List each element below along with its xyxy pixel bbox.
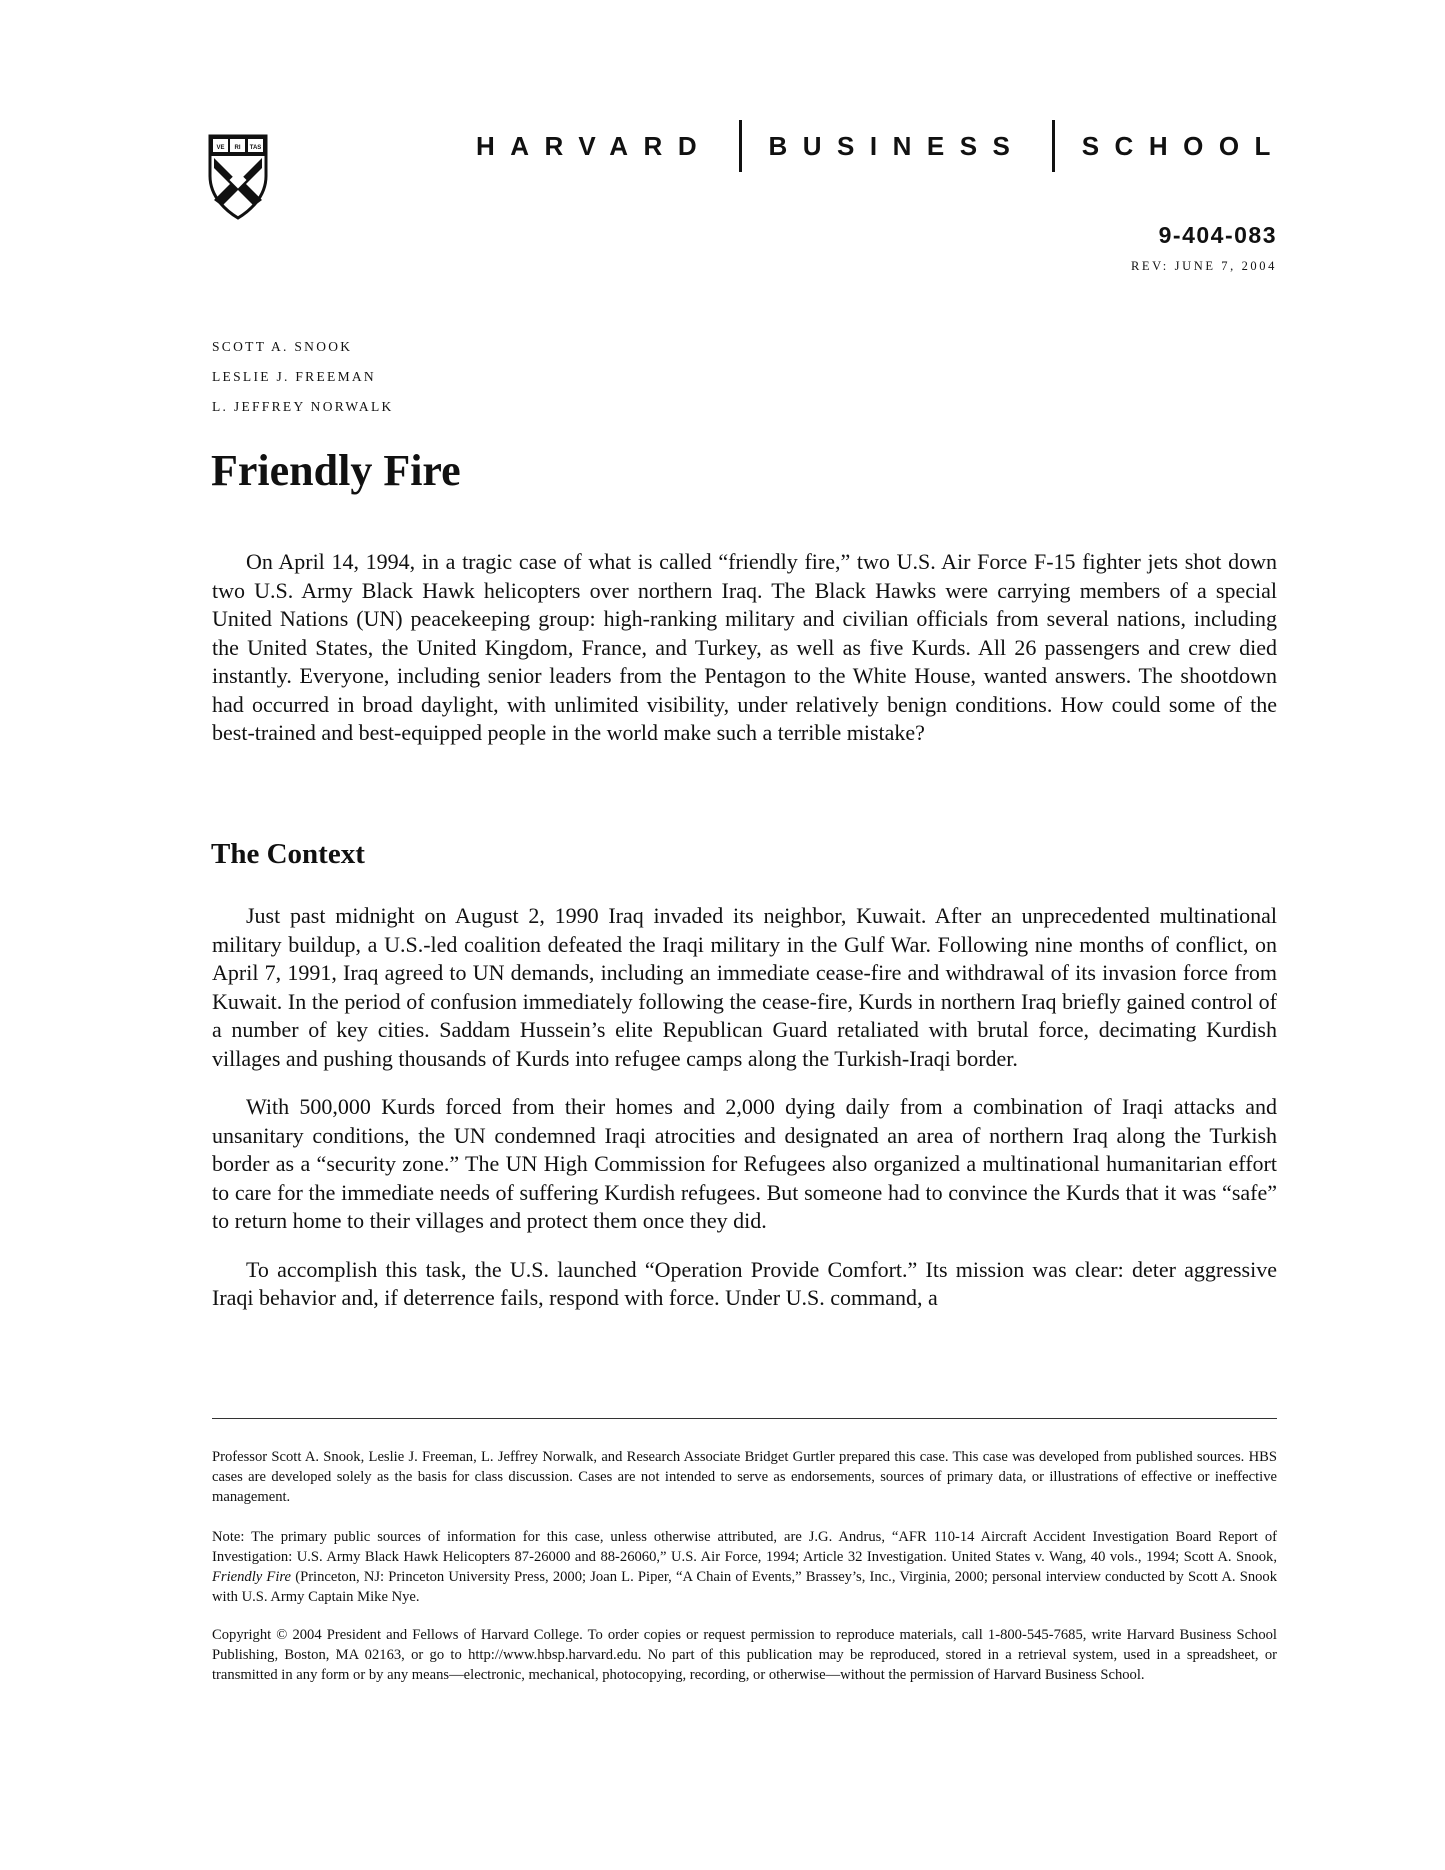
case-title: Friendly Fire (211, 446, 461, 495)
intro-section (212, 548, 1277, 768)
body-paragraph: With 500,000 Kurds forced from their homes and 2,000 dying daily from a combination of Iraqi attacks and unsanitary conditions, the UN condemned Iraqi atrocities and designated an area of northern Iraq along the Turkish border as a “security zone.” The UN High Commission for Refugees also organized a multinational humanitarian effort to care for the immediate needs of suffering Kurdish refugees. But someone had to convince the Kurds that it was “safe” to return home to their villages and protect them once they did. (212, 1094, 1277, 1233)
sources-note (212, 1527, 1277, 1607)
author-list (212, 337, 394, 427)
footnote-text: Copyright © 2004 President and Fellows of Harvard College. To order copies or request permission to reproduce materials, call 1-800-545-7685, write Harvard Business School Publishing, Boston, MA 02163, or go to http://www.hbsp.harvard.edu. No part of this publication may be reproduced, stored in a retrieval system, used in a spreadsheet, or transmitted in any form or by any means—electronic, mechanical, photocopying, recording, or otherwise—without the permission of Harvard Business School. (212, 1627, 1277, 1683)
body-paragraph: Just past midnight on August 2, 1990 Iraq invaded its neighbor, Kuwait. After an unprecedented multinational military buildup, a U.S.-led coalition defeated the Iraqi military in the Gulf War. Following nine months of conflict, on April 7, 1991, Iraq agreed to UN demands, including an immediate cease-fire and withdrawal of its invasion force from Kuwait. In the period of confusion immediately following the cease-fire, Kurds in northern Iraq briefly gained control of a number of key cities. Saddam Hussein’s elite Republican Guard retaliated with brutal force, decimating Kurdish villages and pushing thousands of Kurds into refugee camps along the Turkish-Iraqi border. (212, 903, 1277, 1071)
masthead-divider (1052, 120, 1055, 172)
book-title: Friendly Fire (212, 1569, 292, 1585)
preparation-note (212, 1447, 1277, 1507)
revision-date: REV: JUNE 7, 2004 (1130, 259, 1277, 273)
footnote-text (212, 1527, 1277, 1607)
body-paragraph: On April 14, 1994, in a tragic case of what is called “friendly fire,” two U.S. Air Force F-15 fighter jets shot down two U.S. Army Black Hawk helicopters over northern Iraq. The Black Hawks were carrying members of a special United Nations (UN) peacekeeping group: high-ranking military and civilian officials from several nations, including the United States, the United Kingdom, France, and Turkey, as well as five Kurds. All 26 passengers and crew died instantly. Everyone, including senior leaders from the Pentagon to the White House, wanted answers. The shootdown had occurred in broad daylight, with unlimited visibility, under relatively benign conditions. How could some of the best-trained and best-equipped people in the world make such a terrible mistake? (212, 549, 1277, 745)
masthead-word-school: SCHOOL (1081, 130, 1286, 161)
body-paragraph: To accomplish this task, the U.S. launched “Operation Provide Comfort.” Its mission was clear: deter aggressive Iraqi behavior and, if deterrence fails, respond with force. Under U.S. command, a (212, 1256, 1277, 1310)
author-name: L. JEFFREY NORWALK (212, 399, 394, 414)
masthead-divider (739, 120, 742, 172)
shield-book-ri: RI (234, 145, 241, 151)
section-heading: The Context (211, 838, 365, 870)
shield-book-tas: TAS (249, 145, 262, 151)
context-section (212, 902, 1277, 1333)
footnote-divider (212, 1418, 1277, 1419)
harvard-shield-logo (208, 134, 268, 220)
masthead (476, 118, 1286, 174)
copyright-note (212, 1625, 1277, 1685)
author-name: LESLIE J. FREEMAN (212, 369, 376, 384)
author-name: SCOTT A. SNOOK (212, 339, 353, 354)
sources-text-end: (Princeton, NJ: Princeton University Press, 2000; Joan L. Piper, “A Chain of Events,” Brassey’s, Inc., Virginia, 2000; personal interview conducted by Scott A. Snook with U.S. Army Captain Mike Nye. (212, 1569, 1278, 1605)
shield-book-ve: VE (216, 145, 225, 151)
case-number: 9-404-083 (1158, 222, 1277, 248)
masthead-word-harvard: HARVARD (476, 130, 713, 161)
masthead-word-business: BUSINESS (768, 130, 1026, 161)
sources-text-start: Note: The primary public sources of information for this case, unless otherwise attributed, are J.G. Andrus, “AFR 110-14 Aircraft Accident Investigation Board Report of Investigation: U.S. Army Black Hawk Helicopters 87-26000 and 88-26060,” U.S. Air Force, 1994; Article 32 Investigation. United States v. Wang, 40 vols., 1994; Scott A. Snook, (212, 1529, 1277, 1565)
footnote-text: Professor Scott A. Snook, Leslie J. Freeman, L. Jeffrey Norwalk, and Research Associate Bridget Gurtler prepared this case. This case was developed from published sources. HBS cases are developed solely as the basis for class discussion. Cases are not intended to serve as endorsements, sources of primary data, or illustrations of effective or ineffective management. (212, 1449, 1277, 1505)
